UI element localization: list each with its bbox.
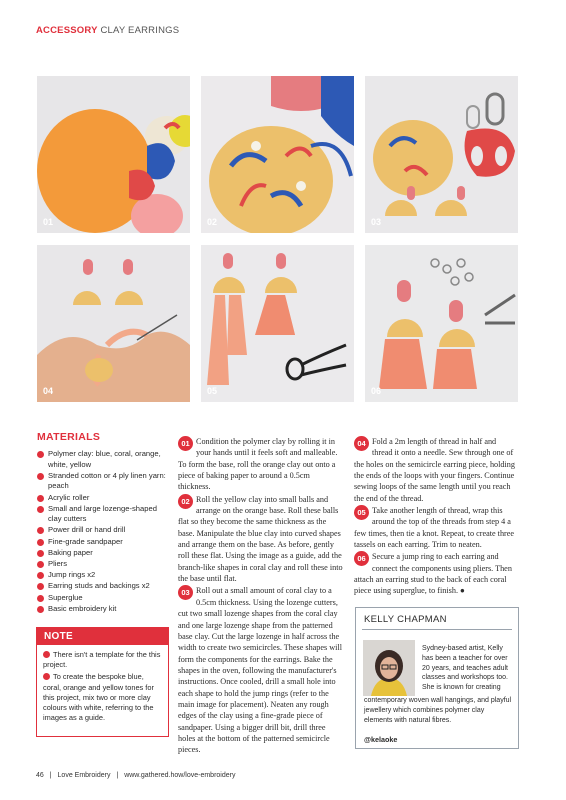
photo-number: 02	[207, 217, 218, 227]
material-item: Jump rings x2	[37, 570, 169, 580]
photo-01-illustration	[37, 76, 190, 233]
header-title: CLAY EARRINGS	[100, 25, 180, 36]
bullet-icon	[37, 595, 44, 602]
steps-column-1	[178, 436, 343, 757]
end-mark-icon: ●	[460, 586, 465, 596]
material-item: Stranded cotton or 4 ply linen yarn: peach	[37, 471, 169, 492]
materials-title: MATERIALS	[37, 431, 101, 443]
photo-step-03	[365, 76, 518, 233]
photo-step-02	[201, 76, 354, 233]
magazine-name: Love Embroidery	[57, 772, 111, 779]
note-line: There isn't a template for the this project.	[43, 650, 161, 670]
photo-02-illustration	[201, 76, 354, 233]
step-number: 03	[178, 585, 193, 600]
note-box	[36, 627, 169, 737]
photo-number: 01	[43, 217, 54, 227]
material-item: Fine-grade sandpaper	[37, 537, 169, 547]
photo-number: 03	[371, 217, 382, 227]
step-01: 01 Condition the polymer clay by rolling it in your hands until it feels soft and malleable. To form the base, roll the orange clay out onto a piece of baking paper to around a 0.5cm thickness.	[178, 437, 338, 492]
footer-url: www.gathered.how/love-embroidery	[124, 772, 236, 779]
photo-number: 05	[207, 386, 218, 396]
bio-text-continued: contemporary woven wall hangings, and playful jewellery which combines polymer clay elements with natural fibres.	[364, 697, 512, 724]
photo-step-01	[37, 76, 190, 233]
photo-step-05	[201, 245, 354, 402]
step-05: 05 Take another length of thread, wrap this around the top of the threads from step 4 a few times, then tie a knot. Repeat, to create three tassels on each earring. Trim to neaten.	[354, 506, 515, 550]
designer-bio	[355, 607, 519, 749]
bullet-icon	[43, 673, 50, 680]
note-line: To create the bespoke blue, coral, orange and yellow tones for this project, mix two or more clay colours with white, referring to the images as a guide.	[43, 672, 154, 723]
avatar	[363, 640, 415, 696]
bullet-icon	[37, 572, 44, 579]
step-02: 02 Roll the yellow clay into small balls and arrange on the orange base. Roll these balls flat so they become the same thickness as the base. Manipulate the blue clay into curved shapes and arrange them on the base. As before, gently roll these flat. Using the image as a guide, add the branch-like shapes in coral clay and roll these into the base until flat.	[178, 494, 343, 584]
bio-handle: @kelaoke	[364, 735, 398, 744]
bullet-icon	[37, 583, 44, 590]
step-number: 06	[354, 551, 369, 566]
photo-04-illustration	[37, 245, 190, 402]
step-number: 02	[178, 494, 193, 509]
bullet-icon	[43, 651, 50, 658]
bullet-icon	[37, 527, 44, 534]
bio-title: KELLY CHAPMAN	[362, 608, 512, 630]
footer-divider: |	[49, 772, 52, 779]
bullet-icon	[37, 451, 44, 458]
material-item: Earring studs and backings x2	[37, 581, 169, 591]
material-item: Acrylic roller	[37, 493, 169, 503]
bio-text: Sydney-based artist, Kelly has been a teacher for over 20 years, and teaches adult classes and workshops too. She is known for creating	[422, 645, 509, 692]
material-item: Polymer clay: blue, coral, orange, white, yellow	[37, 449, 169, 470]
step-number: 01	[178, 436, 193, 451]
photo-03-illustration	[365, 76, 518, 233]
photo-step-04	[37, 245, 190, 402]
photo-step-06	[365, 245, 518, 402]
photo-number: 06	[371, 386, 382, 396]
step-04: 04 Fold a 2m length of thread in half and thread it onto a needle. Sew through one of the holes on the semicircle earring piece, holding the ends of the loops with your fingers. Continue sewing loops of the same length until you reach the end of the thread.	[354, 437, 515, 503]
page-footer	[36, 772, 239, 779]
page-header	[36, 25, 179, 36]
step-06: 06 Secure a jump ring to each earring and connect the components using pliers. Then attach an earring stud to the back of each coral piece using superglue, to finish. ●	[354, 552, 512, 596]
bullet-icon	[37, 473, 44, 480]
page-number: 46	[36, 772, 44, 779]
photo-05-illustration	[201, 245, 354, 402]
step-number: 05	[354, 505, 369, 520]
material-item: Basic embroidery kit	[37, 604, 169, 614]
material-item: Baking paper	[37, 548, 169, 558]
footer-divider: |	[116, 772, 119, 779]
watermark: PassionForum.ru	[476, 782, 560, 794]
material-item: Small and large lozenge-shaped clay cutters	[37, 504, 169, 525]
material-item: Pliers	[37, 559, 169, 569]
photo-number: 04	[43, 386, 54, 396]
bullet-icon	[37, 606, 44, 613]
bullet-icon	[37, 495, 44, 502]
bullet-icon	[37, 506, 44, 513]
header-category: ACCESSORY	[36, 25, 98, 36]
note-body	[37, 645, 168, 730]
steps-column-2	[354, 436, 518, 598]
step-03: 03 Roll out a small amount of coral clay to a 0.5cm thickness. Using the lozenge cutters, cut two small lozenge shapes from the coral clay and one large lozenge shape from the patterned base clay. Cut the large lozenge in half across the width to create two semicircles. These shapes will form the components for the earrings. Bake the shapes in the oven, following the manufacturer's instructions. Once cooled, drill a small hole into each shape to hold the jump rings (refer to the main image for placement). Neaten any rough edges of the clay using a fine-grade piece of sandpaper. Using a bigger drill bit, drill three holes at the bottom of the patterned semicircle pieces.	[178, 586, 343, 755]
photo-06-illustration	[365, 245, 518, 402]
bullet-icon	[37, 539, 44, 546]
note-title: NOTE	[37, 628, 168, 645]
material-item: Superglue	[37, 593, 169, 603]
materials-list	[37, 449, 169, 614]
material-item: Power drill or hand drill	[37, 525, 169, 535]
materials-section	[37, 432, 169, 615]
step-number: 04	[354, 436, 369, 451]
bullet-icon	[37, 550, 44, 557]
bullet-icon	[37, 561, 44, 568]
